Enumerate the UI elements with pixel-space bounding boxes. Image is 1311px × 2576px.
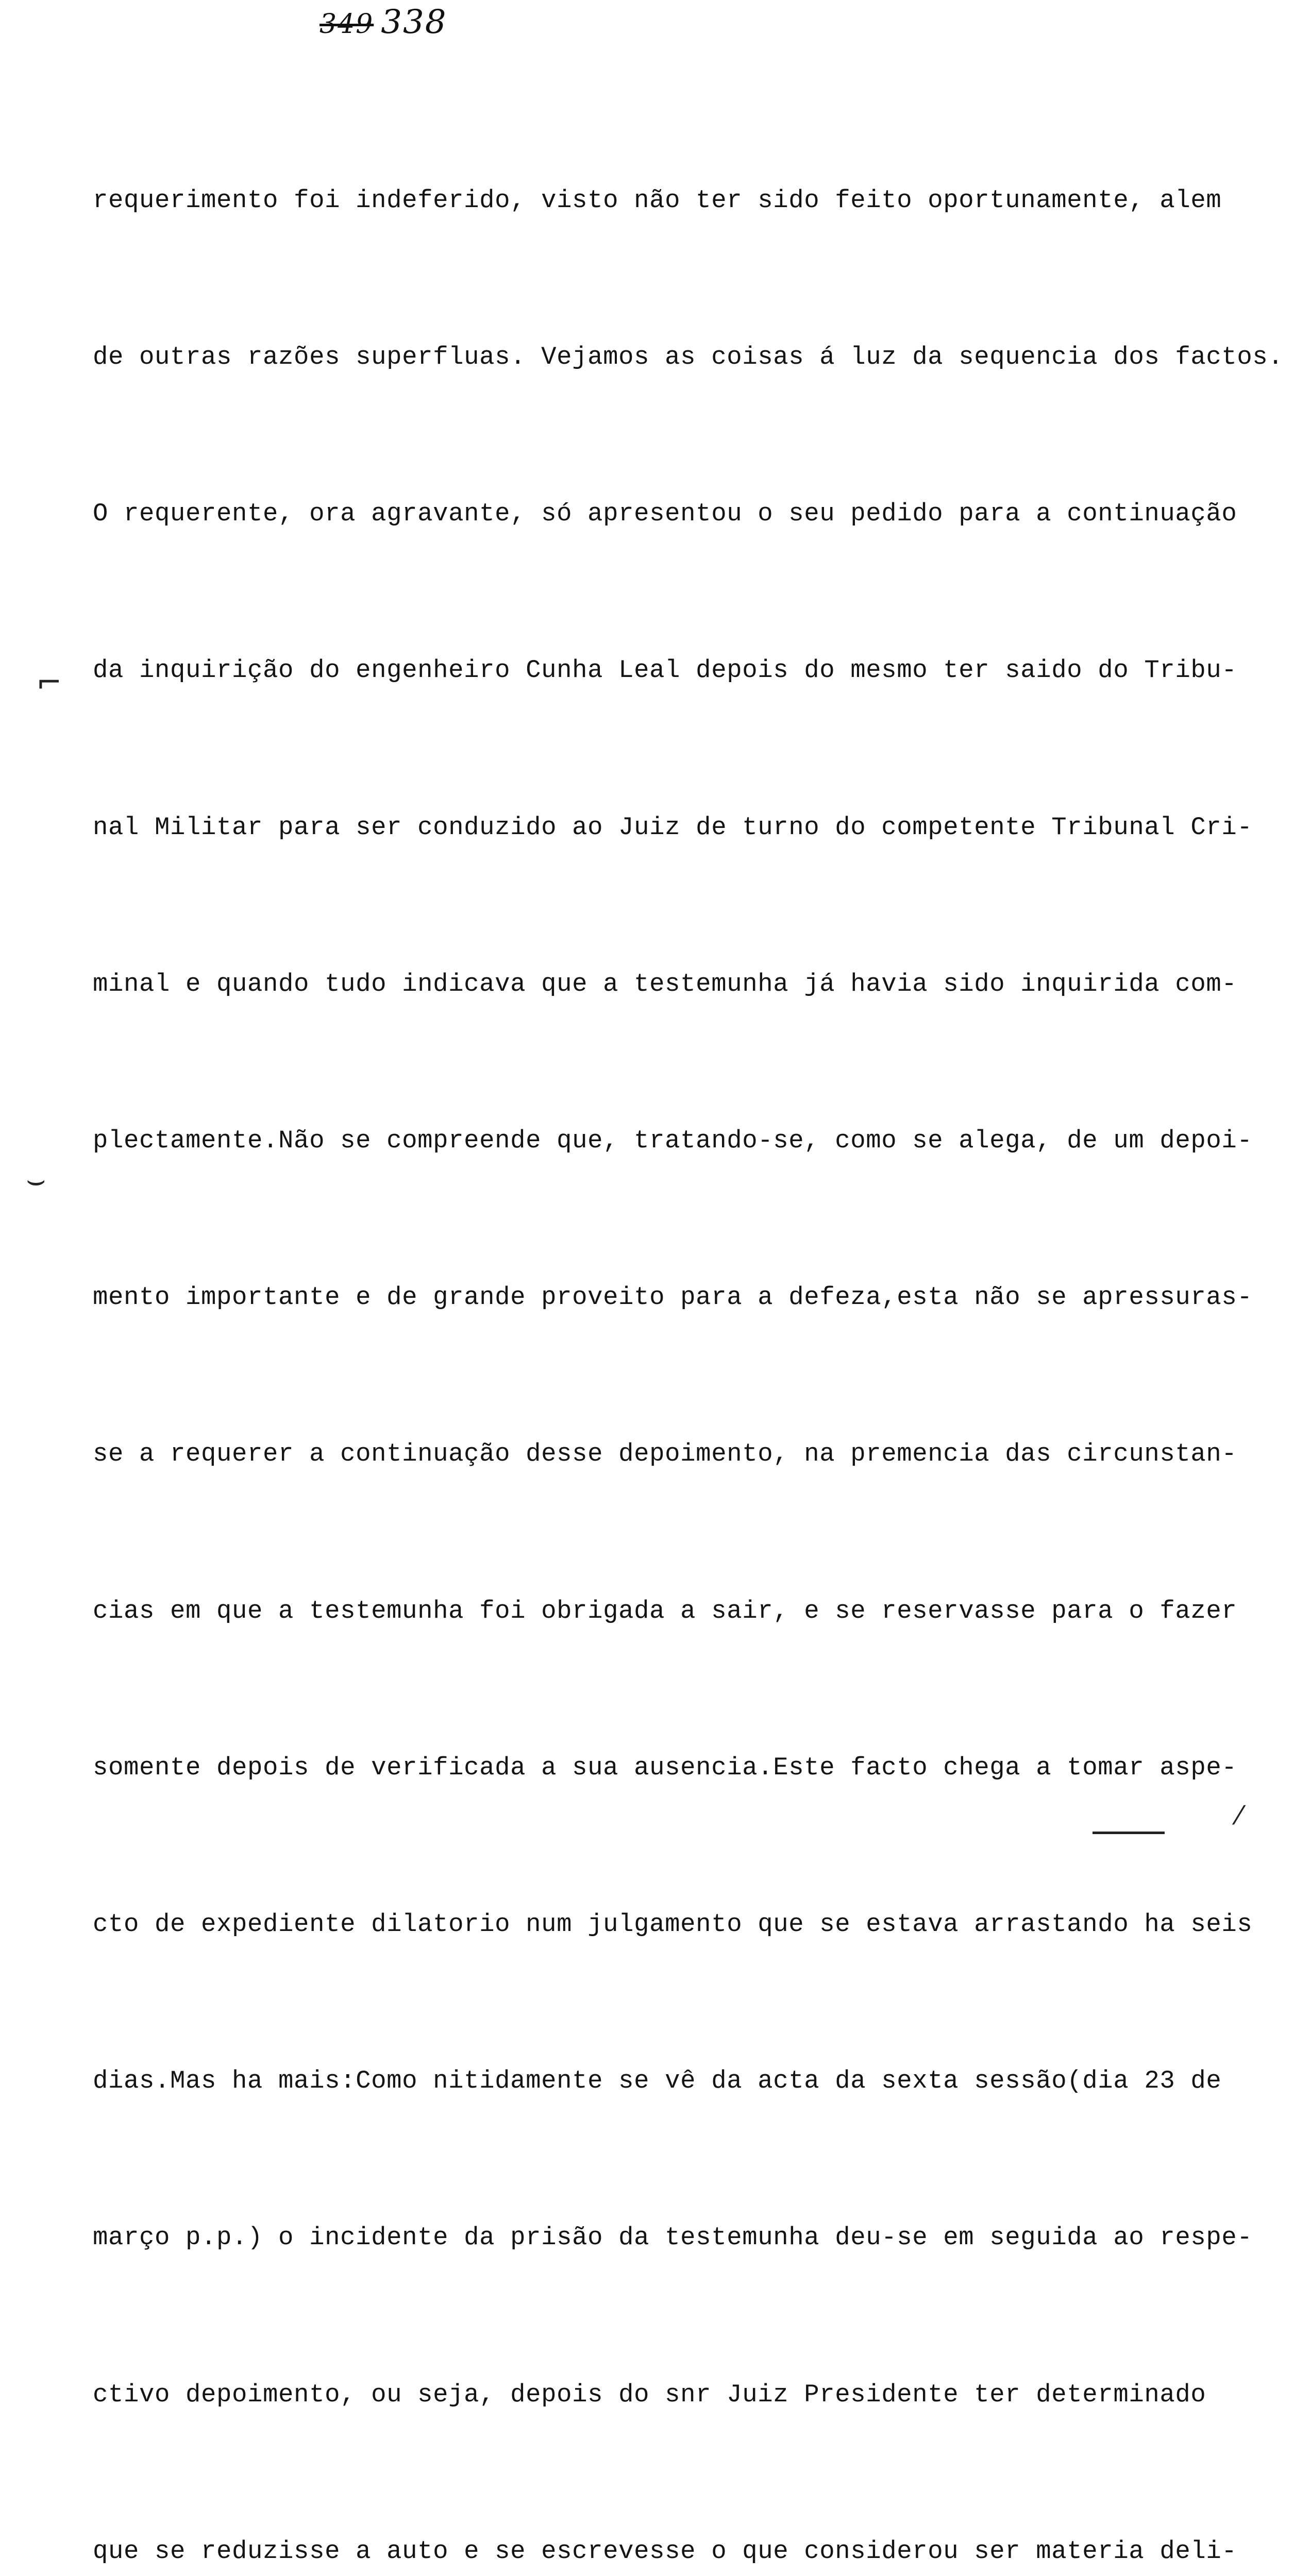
folio-old: 349 bbox=[320, 9, 374, 40]
typed-text-body bbox=[93, 70, 1284, 2576]
margin-tick-mark: ⁄ bbox=[1237, 1801, 1241, 1831]
margin-tick-mark: ⌐ bbox=[36, 665, 62, 701]
margin-tick-mark: ⌣ bbox=[26, 1162, 46, 1198]
text-line: nal Militar para ser conduzido ao Juiz de turno do competente Tribunal Cri- bbox=[93, 812, 1253, 842]
text-line: dias.Mas ha mais:Como nitidamente se vê da acta da sexta sessão(dia 23 de bbox=[93, 2066, 1222, 2096]
text-line: ctivo depoimento, ou seja, depois do snr Juiz Presidente ter determinado bbox=[93, 2380, 1206, 2409]
text-line: somente depois de verificada a sua ausencia.Este facto chega a tomar aspe- bbox=[93, 1753, 1237, 1782]
text-line: cias em que a testemunha foi obrigada a sair, e se reservasse para o fazer bbox=[93, 1596, 1237, 1625]
text-line: mento importante e de grande proveito para a defeza,esta não se apressuras- bbox=[93, 1283, 1253, 1312]
pen-stroke bbox=[1092, 1832, 1165, 1834]
text-line: de outras razões superfluas. Vejamos as coisas á luz da sequencia dos factos. bbox=[93, 343, 1284, 372]
text-line: requerimento foi indeferido, visto não ter sido feito oportunamente, alem bbox=[93, 185, 1222, 215]
text-line: se a requerer a continuação desse depoimento, na premencia das circunstan- bbox=[93, 1439, 1237, 1469]
text-line: plectamente.Não se compreende que, tratando-se, como se alega, de um depoi- bbox=[93, 1126, 1253, 1156]
text-line: da inquirição do engenheiro Cunha Leal depois do mesmo ter saido do Tribu- bbox=[93, 656, 1237, 685]
text-line: O requerente, ora agravante, só apresentou o seu pedido para a continuação bbox=[93, 499, 1237, 529]
folio-number bbox=[320, 3, 447, 41]
folio-new: 338 bbox=[381, 3, 447, 41]
text-line: cto de expediente dilatorio num julgamento que se estava arrastando ha seis bbox=[93, 1910, 1253, 1939]
text-line: março p.p.) o incidente da prisão da testemunha deu-se em seguida ao respe- bbox=[93, 2223, 1253, 2252]
text-line: que se reduzisse a auto e se escrevesse o que considerou ser materia deli- bbox=[93, 2536, 1237, 2566]
text-line: minal e quando tudo indicava que a testemunha já havia sido inquirida com- bbox=[93, 969, 1237, 998]
